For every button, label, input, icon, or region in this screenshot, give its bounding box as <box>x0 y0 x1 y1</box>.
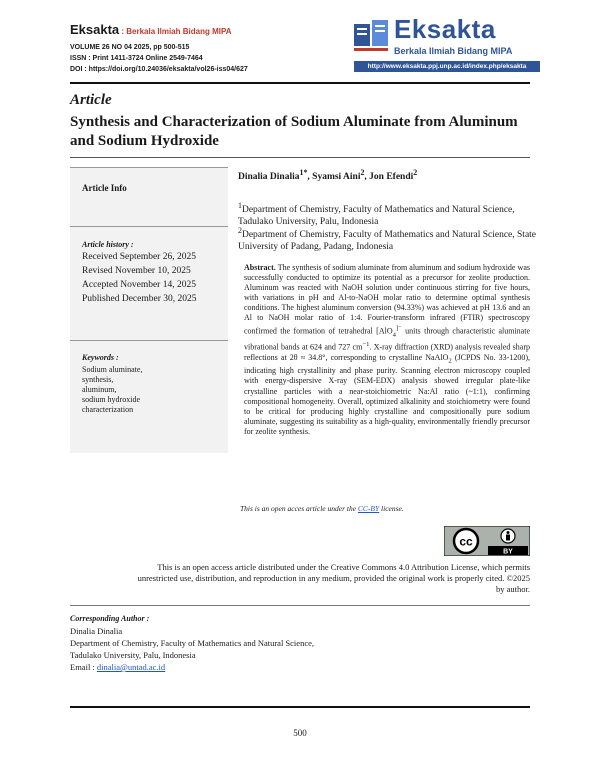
journal-tagline: : Berkala Ilmiah Bidang MIPA <box>119 27 232 36</box>
author-list <box>238 168 417 182</box>
logo-title: Eksakta <box>394 14 496 44</box>
corresponding-divider <box>70 605 530 606</box>
corresponding-author-university: Tadulako University, Palu, Indonesia <box>70 650 196 660</box>
abstract-superscript: −1 <box>362 340 370 348</box>
article-type-label: Article <box>70 92 112 108</box>
journal-name <box>70 22 231 37</box>
abstract-subscript: 4 <box>392 330 396 338</box>
author-name: Dinalia Dinalia <box>238 172 300 183</box>
abstract-text: (JCPDS No. 33-1200), indicating high crystallinity and phase purity. Scanning electron microscopy coupled with energy-dispersive X-ray (SEM-EDX) analysis showed irregular plate-like crystalline particles with a near-stoichiometric Na:Al ratio (~1:1), confirming compositional homogeneity. Overall, optimized alkalinity and stoichiometry were found to be critical for producing highly crystalline and compositionally pure sodium aluminate, suggesting its suitability as a high-quality, environmentally friendly precursor for zeolite synthesis. <box>244 352 530 436</box>
license-statement: This is an open access article distributed under the Creative Commons 4.0 Attribution License, which permits unrestricted use, distribution, and reproduction in any medium, provided the original work is properly cited. ©2025 by author. <box>137 562 530 594</box>
affiliation-text: Department of Chemistry, Faculty of Mathematics and Natural Science, State University of Padang, Padang, Indonesia <box>238 230 537 253</box>
keyword-item: Sodium aluminate, <box>82 365 143 374</box>
email-link[interactable]: dinalia@untad.ac.id <box>96 662 166 672</box>
history-published: Published December 30, 2025 <box>82 294 197 304</box>
affiliation-mark: 2 <box>238 226 242 235</box>
history-accepted: Accepted November 14, 2025 <box>82 280 196 290</box>
abstract-text: The synthesis of sodium aluminate from aluminum and sodium hydroxide was successfully conducted to optimize its potential as a precursor for zeolite production. Aluminum was reacted with NaOH solution under continuous stirring for five hours, with variations in pH and Al-to-NaOH molar ratio to determine optimal synthesis conditions. The highest aluminum conversion (94.33%) was achieved at pH 13.6 and an Al to NaOH molar ratio of 1:4. Fourier-transform infrared (FTIR) spectroscopy confirmed the formation of tetrahedral [AlO <box>244 263 530 336</box>
header-divider <box>70 82 530 84</box>
corresponding-author-label: Corresponding Author : <box>70 614 150 623</box>
keyword-item: sodium hydroxide <box>82 395 140 404</box>
abstract-label: Abstract. <box>244 263 276 272</box>
author-affil-mark: 2 <box>413 168 418 177</box>
oa-notice-text: This is an open acces article under the <box>240 504 358 513</box>
issn-line: ISSN : Print 1411-3724 Online 2549-7464 <box>70 55 203 62</box>
title-divider <box>70 157 530 158</box>
cc-by-license-icon <box>444 526 530 556</box>
abstract-superscript: ]⁻ <box>395 324 402 332</box>
page-number: 500 <box>293 728 307 738</box>
cc-by-link[interactable]: CC-BY <box>357 504 380 513</box>
author-affil-mark: 1* <box>299 168 308 177</box>
info-divider <box>70 340 228 341</box>
oa-notice-text: license. <box>379 504 404 513</box>
keywords-label: Keywords : <box>82 353 119 362</box>
doi-line: DOI : https://doi.org/10.24036/eksakta/vol26-iss04/627 <box>70 66 248 73</box>
corresponding-author-name: Dinalia Dinalia <box>70 626 123 636</box>
email-label: Email : <box>70 662 97 672</box>
journal-logo-icon <box>352 18 392 54</box>
affiliation-mark: 1 <box>238 201 242 210</box>
article-title: Synthesis and Characterization of Sodium Aluminate from Aluminum and Sodium Hydroxide <box>70 114 518 149</box>
keyword-item: synthesis, <box>82 375 114 384</box>
author-name: , Jon Efendi <box>364 172 414 183</box>
abstract-text: units through characteristic aluminate vibrational bands at 624 and 727 cm <box>244 326 531 352</box>
corresponding-author-department: Department of Chemistry, Faculty of Mathematics and Natural Science, <box>70 638 314 648</box>
history-label: Article history : <box>82 240 134 249</box>
article-info-heading: Article Info <box>82 183 127 193</box>
journal-url-link[interactable]: http://www.eksakta.ppj.unp.ac.id/index.php/eksakta <box>354 61 540 72</box>
abstract <box>244 263 530 437</box>
keyword-item: aluminum, <box>82 385 117 394</box>
corresponding-author-email-line <box>70 662 165 672</box>
article-info-panel <box>70 167 228 453</box>
logo-subtitle: Berkala Ilmiah Bidang MIPA <box>394 46 513 56</box>
open-access-notice <box>240 504 404 513</box>
cc-badge-main: cc <box>459 534 473 549</box>
footer-divider <box>70 706 530 708</box>
keyword-item: characterization <box>82 405 134 414</box>
volume-line: VOLUME 26 NO 04 2025, pp 500-515 <box>70 44 190 51</box>
author-affil-mark: 2 <box>360 168 365 177</box>
affiliation <box>238 200 538 228</box>
author-name: , Syamsi Aini <box>307 172 361 183</box>
info-divider <box>70 226 228 227</box>
history-revised: Revised November 10, 2025 <box>82 266 191 276</box>
journal-name-text: Eksakta <box>70 22 120 37</box>
history-received: Received September 26, 2025 <box>82 252 196 262</box>
abstract-text: . X-ray diffraction (XRD) analysis revealed sharp reflections at 2θ ≈ 34.8°, corresponding to crystalline NaAlO <box>244 342 531 362</box>
abstract-subscript: 2 <box>448 357 452 365</box>
cc-badge-by: BY <box>503 548 513 556</box>
affiliation <box>238 225 538 253</box>
affiliation-text: Department of Chemistry, Faculty of Mathematics and Natural Science, Tadulako University, Palu, Indonesia <box>238 205 515 228</box>
journal-logo <box>352 14 540 72</box>
